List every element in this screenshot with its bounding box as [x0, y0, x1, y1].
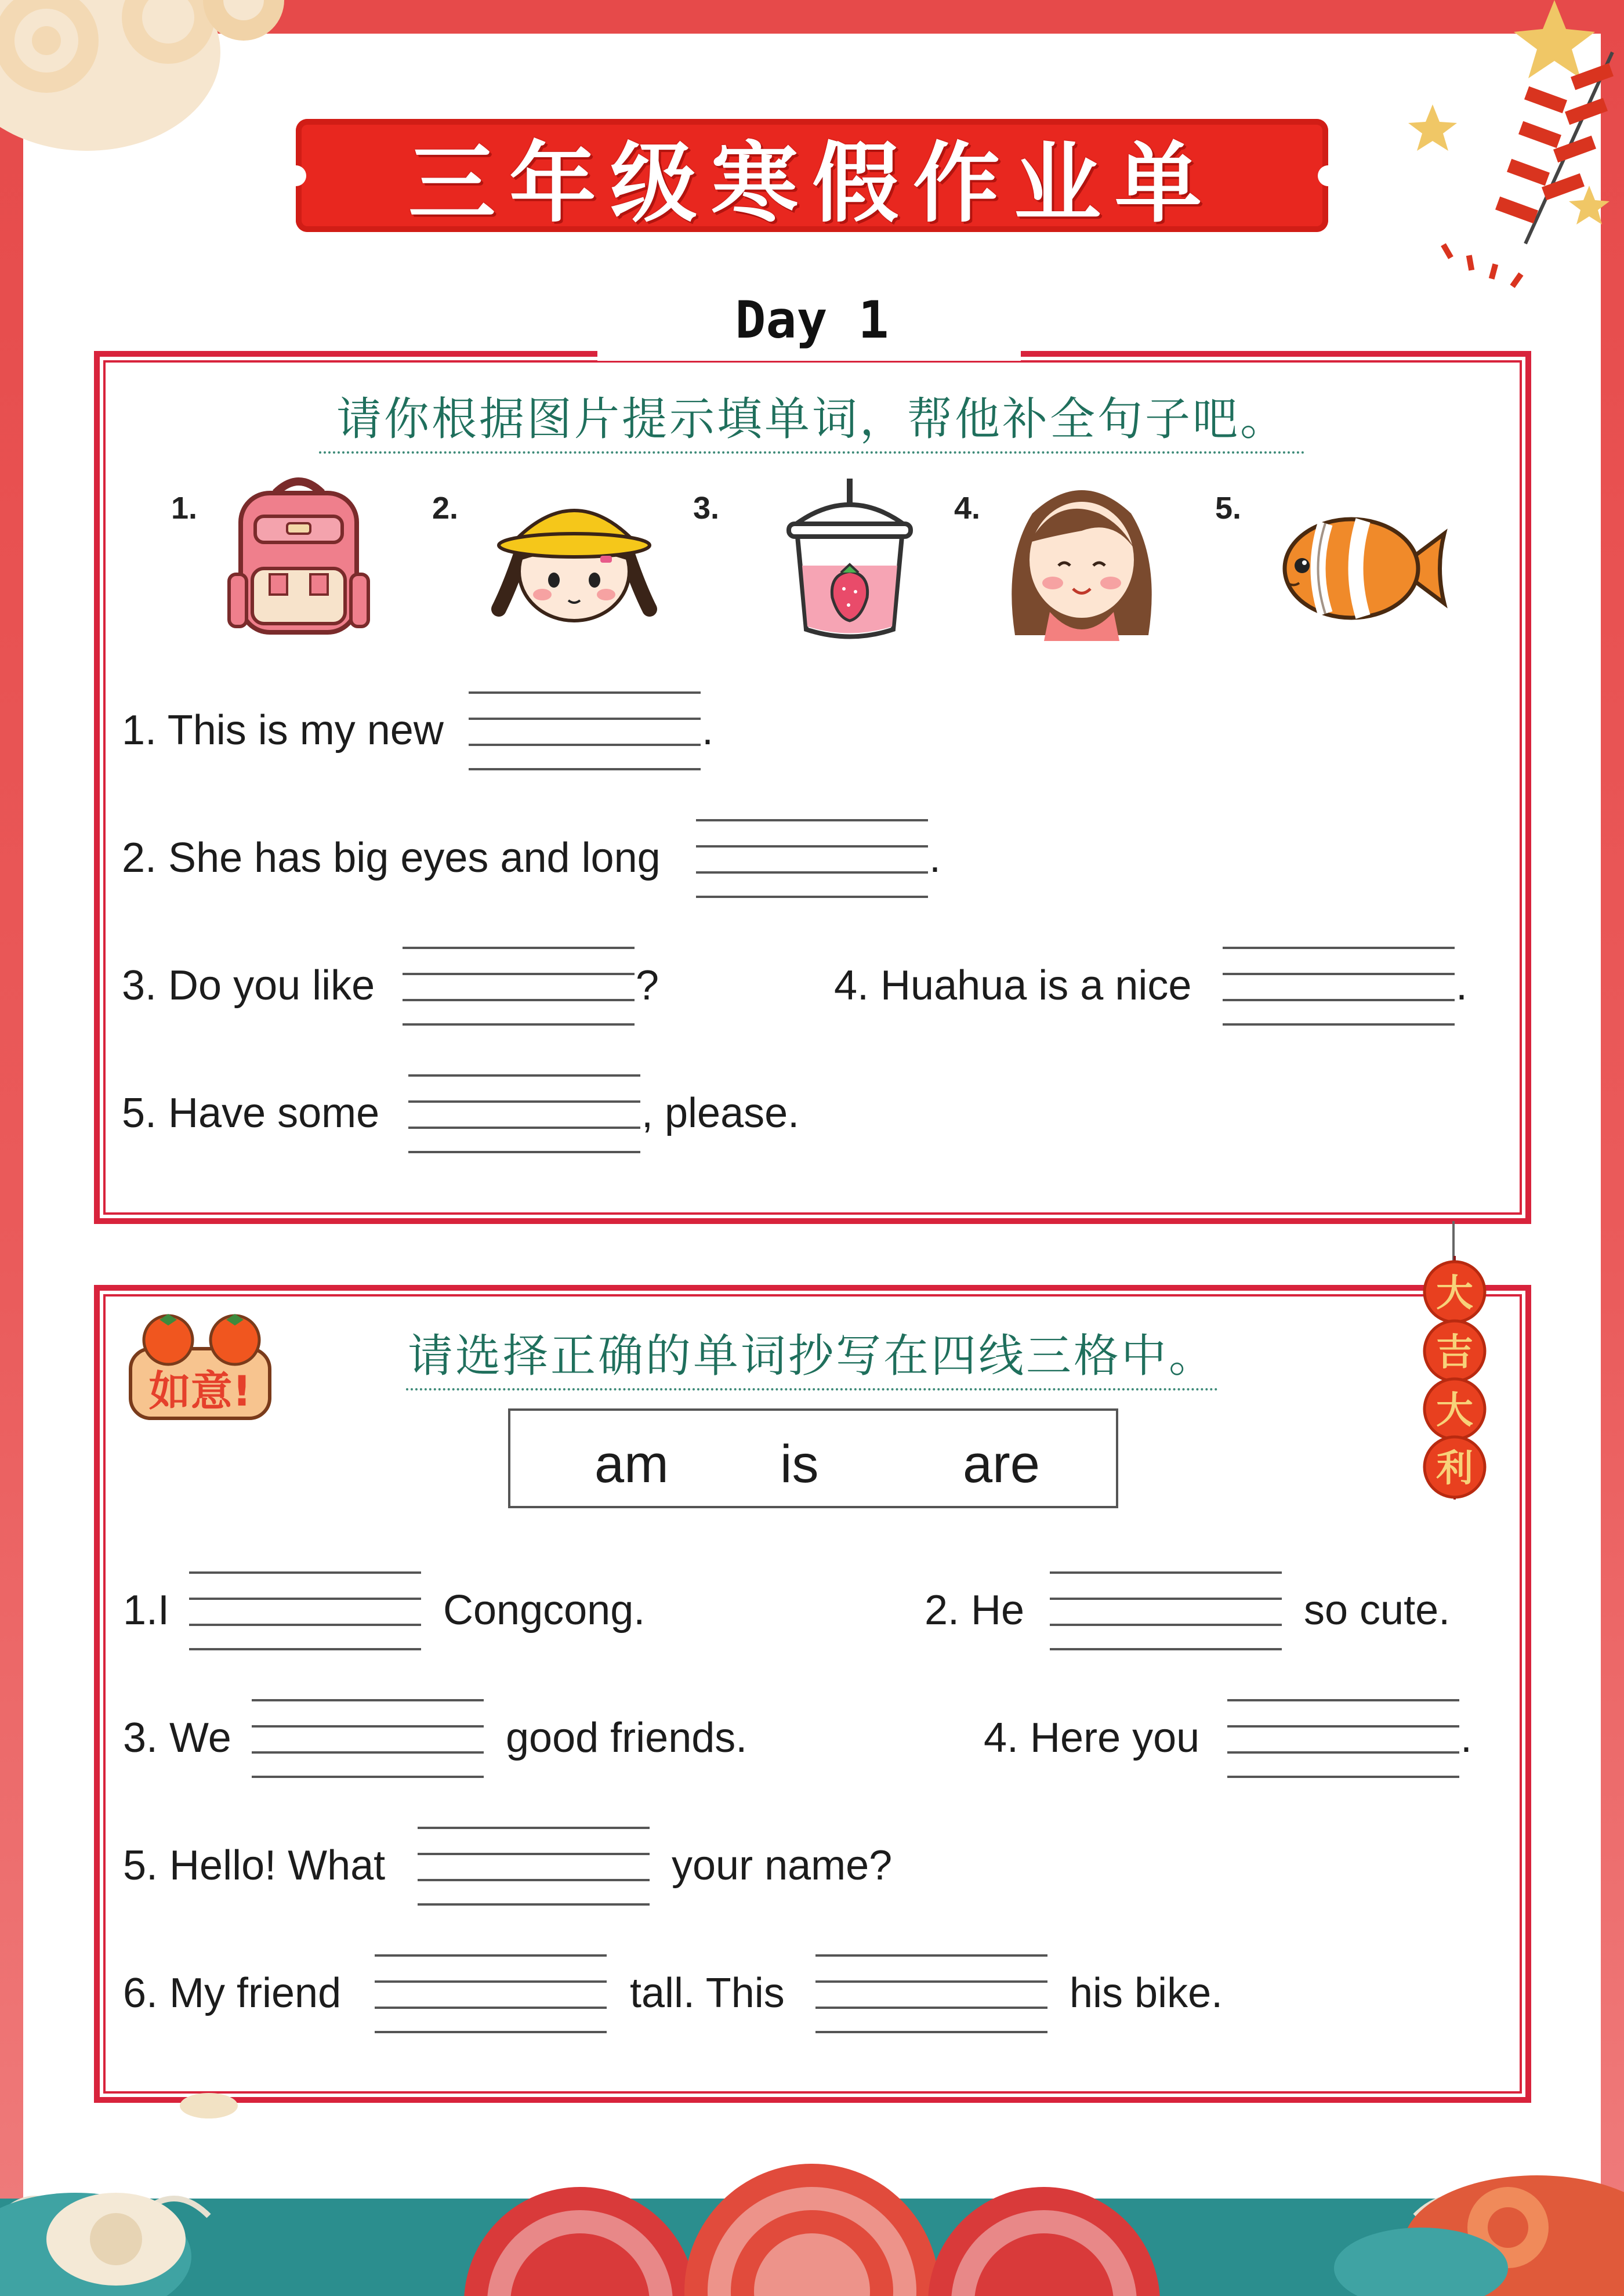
sentence-text: good friends.: [506, 1715, 748, 1761]
answer-blank[interactable]: [696, 819, 928, 897]
answer-blank[interactable]: [403, 947, 635, 1025]
sentence-text: 4. Huahua is a nice: [834, 962, 1192, 1009]
sentence-text: 4. Here you: [984, 1715, 1200, 1761]
ruyi-persimmon-badge-icon: [125, 1308, 276, 1424]
lantern-char: 利: [1436, 1447, 1473, 1490]
clownfish-icon: [1276, 510, 1450, 626]
answer-blank[interactable]: [252, 1699, 484, 1777]
sentence-text: 5. Have some: [122, 1090, 380, 1136]
section1-instruction: 请你根据图片提示填单词，帮他补全句子吧。: [319, 383, 1305, 454]
page-title: 三年级寒假作业单: [408, 133, 1216, 234]
answer-blank[interactable]: [469, 691, 701, 770]
sentence-text: his bike.: [1070, 1970, 1223, 2016]
answer-blank[interactable]: [815, 1954, 1047, 2033]
sentence-punctuation: .: [929, 835, 941, 881]
sentence-punctuation: ?: [636, 962, 659, 1009]
firecracker-icon: [1380, 0, 1624, 302]
answer-blank[interactable]: [408, 1074, 640, 1153]
sentence-text: tall. This: [630, 1970, 785, 2016]
picture-number: 4.: [954, 491, 981, 526]
sentence-punctuation: .: [1456, 962, 1468, 1009]
answer-blank[interactable]: [189, 1571, 421, 1650]
day-title: Day 1: [735, 290, 889, 350]
answer-blank[interactable]: [1050, 1571, 1282, 1650]
sentence-text: 2. She has big eyes and long: [122, 835, 661, 881]
wave-cloud-decoration: [0, 2083, 1624, 2296]
sentence-text: so cute.: [1304, 1587, 1451, 1634]
sentence-text: 1.I: [123, 1587, 170, 1634]
picture-number: 2.: [432, 491, 459, 526]
sentence-punctuation: , please.: [641, 1090, 800, 1136]
sentence-text: your name?: [672, 1842, 893, 1889]
section2-instruction: 请选择正确的单词抄写在四线三格中。: [406, 1320, 1218, 1390]
lantern-char: 大: [1436, 1272, 1473, 1315]
word-bank-word: is: [780, 1435, 819, 1494]
sentence-text: 3. Do you like: [122, 962, 375, 1009]
answer-blank[interactable]: [375, 1954, 607, 2033]
sentence-text: 6. My friend: [123, 1970, 342, 2016]
word-bank-word: am: [594, 1435, 669, 1494]
answer-blank[interactable]: [418, 1827, 650, 1905]
title-banner: [296, 119, 1328, 232]
sentence-text: Congcong.: [443, 1587, 646, 1634]
strawberry-juice-cup-icon: [783, 473, 916, 641]
sentence-text: 5. Hello! What: [123, 1842, 386, 1889]
lantern-char: 大: [1436, 1389, 1473, 1432]
auspicious-cloud-icon: [0, 0, 336, 157]
backpack-icon: [223, 470, 374, 638]
sentence-text: 2. He: [925, 1587, 1025, 1634]
badge-text: 如意!: [148, 1367, 252, 1415]
sentence-text: 1. This is my new: [122, 707, 444, 754]
lantern-char: 吉: [1436, 1331, 1473, 1374]
girl-with-yellow-hat-icon: [487, 487, 661, 626]
word-bank-word: are: [963, 1435, 1040, 1494]
sentence-punctuation: .: [702, 707, 714, 754]
answer-blank[interactable]: [1227, 1699, 1459, 1777]
picture-number: 3.: [693, 491, 720, 526]
word-bank-box: [508, 1408, 1118, 1508]
smiling-girl-icon: [998, 473, 1166, 641]
picture-number: 1.: [171, 491, 198, 526]
sentence-punctuation: .: [1460, 1715, 1473, 1761]
sentence-text: 3. We: [123, 1715, 231, 1761]
picture-number: 5.: [1215, 491, 1242, 526]
lantern-string-icon: [1420, 1256, 1489, 1505]
answer-blank[interactable]: [1223, 947, 1455, 1025]
